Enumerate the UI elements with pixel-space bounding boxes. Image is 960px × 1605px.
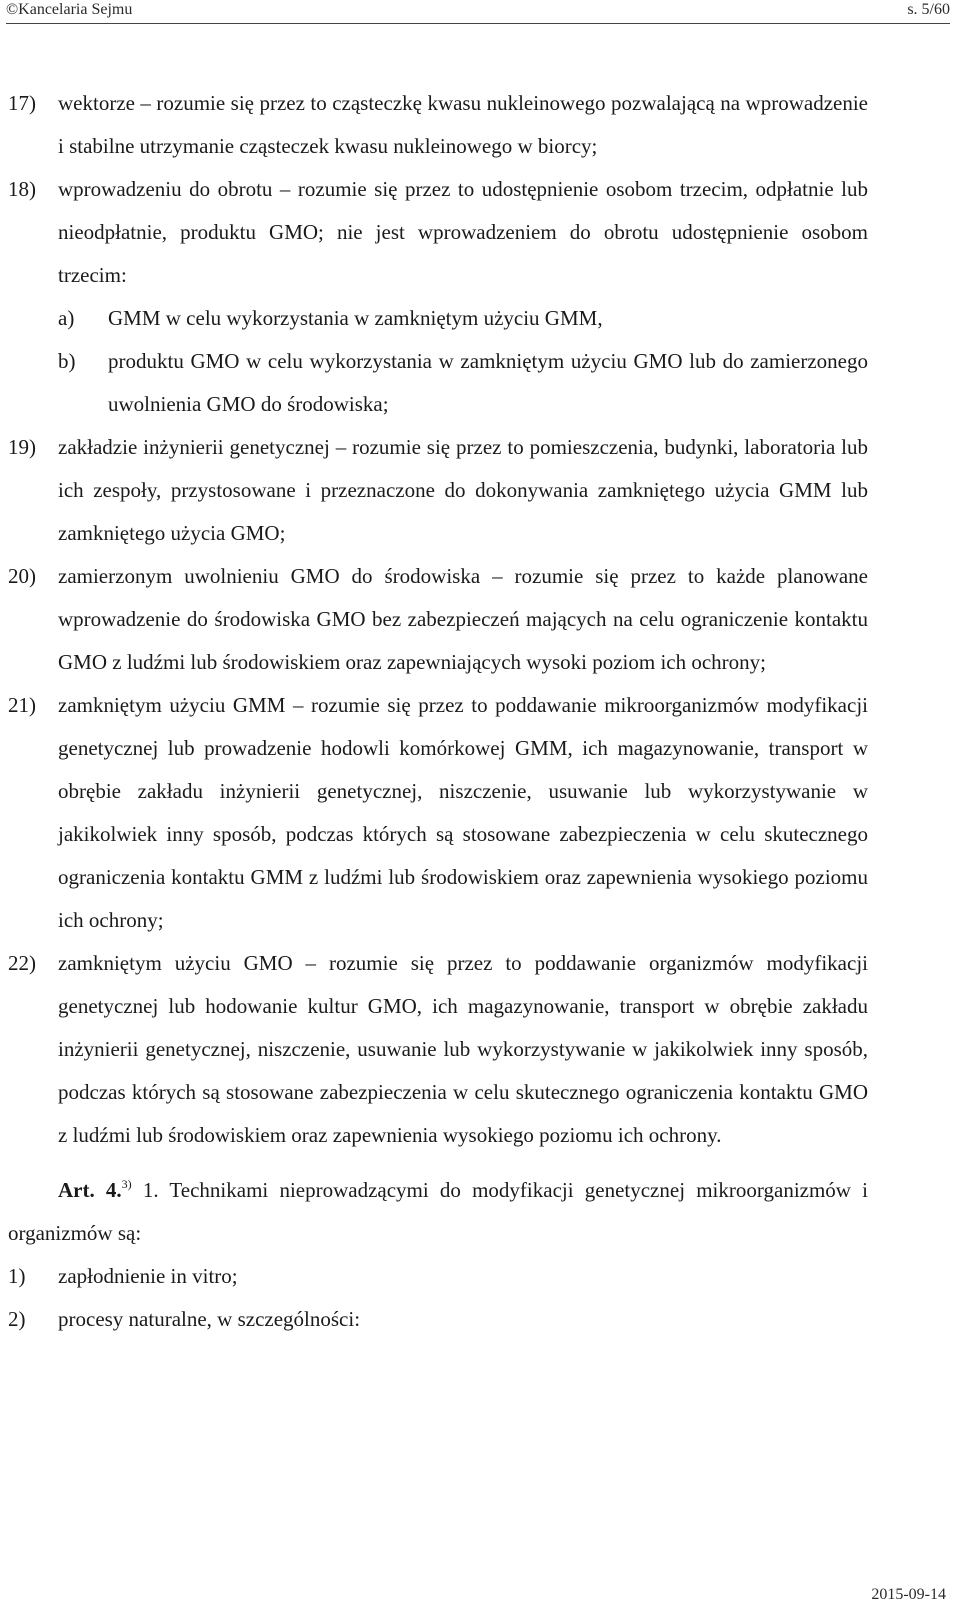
item-number: 19) [8,435,36,459]
item-number: 1) [8,1264,26,1288]
page-number: s. 5/60 [907,1,950,18]
item-number: 2) [8,1307,26,1331]
item-text: wprowadzeniu do obrotu – rozumie się przez to udostępnienie osobom trzecim, odpłatnie lub nieodpłatnie, produktu GMO; nie jest wprowadzeniem do obrotu udostępnienie osobom trzecim: [58,177,868,287]
subitem-text: produktu GMO w celu wykorzystania w zamkniętym użyciu GMO lub do zamierzonego uwolnienia GMO do środowiska; [108,349,868,416]
article-4 [8,1169,868,1255]
item-text: wektorze – rozumie się przez to cząsteczkę kwasu nukleinowego pozwalającą na wprowadzenie i stabilne utrzymanie cząsteczek kwasu nukleinowego w biorcy; [58,91,868,158]
subitem-b [8,340,868,426]
subitem-letter: a) [58,306,75,330]
subitem-a [8,297,868,340]
header-divider [6,23,950,24]
item-text: zamierzonym uwolnieniu GMO do środowiska – rozumie się przez to każde planowane wprowadzenie do środowiska GMO bez zabezpieczeń mających na celu ograniczenie kontaktu GMO z ludźmi lub środowiskiem oraz zapewniających wysoki poziom ich ochrony; [58,564,868,674]
item-number: 21) [8,693,36,717]
item-number: 17) [8,91,36,115]
subitem-letter: b) [58,349,76,373]
item-text: zapłodnienie in vitro; [58,1264,238,1288]
item-text: zakładzie inżynierii genetycznej – rozumie się przez to pomieszczenia, budynki, laboratoria lub ich zespoły, przystosowane i przeznaczone do dokonywania zamkniętego użycia GMM lub zamkniętego użycia GMO; [58,435,868,545]
document-body [8,82,868,1341]
definition-item-19 [8,426,868,555]
item-text: zamkniętym użyciu GMM – rozumie się przez to poddawanie mikroorganizmów modyfikacji genetycznej lub prowadzenie hodowli komórkowej GMM, ich magazynowanie, transport w obrębie zakładu inżynierii genetycznej, niszczenie, usuwanie lub wykorzystywanie w jakikolwiek inny sposób, podczas których są stosowane zabezpieczenia w celu skutecznego ograniczenia kontaktu GMM z ludźmi lub środowiskiem oraz zapewnienia wysokiego poziomu ich ochrony; [58,693,868,932]
item-number: 18) [8,177,36,201]
definition-item-20 [8,555,868,684]
document-date: 2015-09-14 [871,1586,946,1603]
copyright-label: ©Kancelaria Sejmu [6,1,133,18]
item-text: procesy naturalne, w szczególności: [58,1307,361,1331]
item-text: zamkniętym użyciu GMO – rozumie się przez to poddawanie organizmów modyfikacji genetycznej lub hodowanie kultur GMO, ich magazynowanie, transport w obrębie zakładu inżynierii genetycznej, niszczenie, usuwanie lub wykorzystywanie w jakikolwiek inny sposób, podczas których są stosowane zabezpieczenia w celu skutecznego ograniczenia kontaktu GMO z ludźmi lub środowiskiem oraz zapewnienia wysokiego poziomu ich ochrony. [58,951,868,1147]
article-item-1 [8,1255,868,1298]
definition-item-21 [8,684,868,942]
item-number: 20) [8,564,36,588]
definition-item-22 [8,942,868,1157]
article-item-2 [8,1298,868,1341]
subitem-text: GMM w celu wykorzystania w zamkniętym użyciu GMM, [108,306,603,330]
page-header [6,0,950,24]
definition-item-18 [8,168,868,297]
footnote-ref: 3) [121,1177,132,1191]
item-number: 22) [8,951,36,975]
article-text: 1. Technikami nieprowadzącymi do modyfikacji genetycznej mikroorganizmów i organizmów są: [8,1178,868,1245]
definition-item-17 [8,82,868,168]
article-label: Art. 4. [58,1178,122,1202]
